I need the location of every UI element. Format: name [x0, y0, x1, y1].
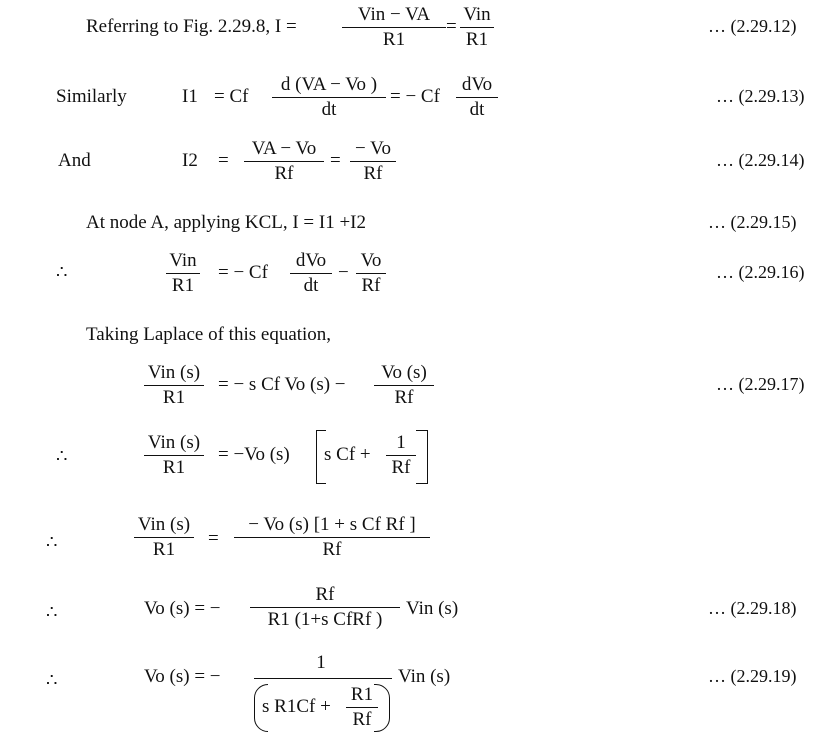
eqA-inner: s Cf + — [324, 444, 371, 465]
eq13-word: Similarly — [56, 86, 127, 107]
therefore-symbol: ∴ — [56, 262, 68, 282]
eqA-f1-numerator: Vin (s) — [147, 432, 201, 453]
eq14-f2-denominator: Rf — [363, 163, 383, 184]
eq12-f1-numerator: Vin − VA — [357, 4, 431, 25]
eq18-numerator: Rf — [315, 584, 335, 605]
eqB-f1-denominator: R1 — [152, 539, 176, 560]
eq12-f1-denominator: R1 — [382, 29, 406, 50]
eq17-mid: = − s Cf Vo (s) − — [218, 374, 346, 395]
fraction-bar — [350, 161, 396, 162]
eqA-mid: = −Vo (s) — [218, 444, 290, 465]
fraction-bar — [342, 27, 446, 28]
eq15-text: At node A, applying KCL, I = I1 +I2 — [86, 212, 367, 233]
eq12-fraction-1 — [342, 4, 446, 51]
eq13-f2-denominator: dt — [469, 99, 485, 120]
eq13-f1-numerator: d (VA − Vo ) — [280, 74, 378, 95]
eq19-inner-denominator: Rf — [352, 709, 372, 730]
eq19-rhs: Vin (s) — [398, 666, 451, 687]
eq14-equals-2: = — [330, 150, 341, 171]
eq14-lhs: I2 — [182, 150, 198, 171]
fraction-bar — [356, 273, 386, 274]
eq16-fraction-2 — [290, 250, 332, 297]
eq18-denominator: R1 (1+s CfRf ) — [267, 609, 383, 630]
eq12-equals: = — [446, 16, 457, 37]
therefore-symbol: ∴ — [56, 446, 68, 466]
eq18-number: … (2.29.18) — [708, 598, 797, 618]
fraction-bar — [272, 97, 386, 98]
eqB-f2-numerator: − Vo (s) [1 + s Cf Rf ] — [248, 514, 416, 535]
fraction-bar — [234, 537, 430, 538]
eqA-fraction-1 — [144, 432, 204, 479]
eq14-f2-numerator: − Vo — [355, 138, 391, 159]
eq17-fraction-2 — [374, 362, 434, 409]
fraction-bar — [250, 607, 400, 608]
eq14-fraction-2 — [350, 138, 396, 185]
eq15-number: … (2.29.15) — [708, 212, 797, 232]
eq17-f2-denominator: Rf — [394, 387, 414, 408]
eq18-lhs: Vo (s) = − — [144, 598, 221, 619]
eq12-number: … (2.29.12) — [708, 16, 797, 36]
eqA-f2-numerator: 1 — [396, 432, 406, 453]
fraction-bar — [144, 455, 204, 456]
eq14-word: And — [58, 150, 91, 171]
eq16-f3-denominator: Rf — [361, 275, 381, 296]
eq14-fraction-1 — [244, 138, 324, 185]
laplace-text: Taking Laplace of this equation, — [86, 324, 332, 345]
eq16-f1-denominator: R1 — [171, 275, 195, 296]
eq17-f1-numerator: Vin (s) — [147, 362, 201, 383]
eq19-lhs: Vo (s) = − — [144, 666, 221, 687]
eqB-f1-numerator: Vin (s) — [137, 514, 191, 535]
eq17-f2-numerator: Vo (s) — [381, 362, 427, 383]
eq17-f1-denominator: R1 — [162, 387, 186, 408]
fraction-bar — [456, 97, 498, 98]
eq16-fraction-3 — [356, 250, 386, 297]
eq12-f2-numerator: Vin — [463, 4, 491, 25]
eq12-lead: Referring to Fig. 2.29.8, I = — [86, 16, 297, 37]
eq16-fraction-1 — [166, 250, 200, 297]
fraction-bar — [134, 537, 194, 538]
eq13-f2-numerator: dVo — [461, 74, 493, 95]
eq16-f2-numerator: dVo — [295, 250, 327, 271]
fraction-bar — [460, 27, 494, 28]
eq16-number: … (2.29.16) — [716, 262, 805, 282]
eqB-f2-denominator: Rf — [322, 539, 342, 560]
fraction-bar — [374, 385, 434, 386]
eq14-f1-numerator: VA − Vo — [251, 138, 317, 159]
eqB-fraction-2 — [234, 514, 430, 561]
eqB-equals: = — [208, 528, 219, 549]
eq13-mid2: = − Cf — [390, 86, 440, 107]
eq16-minus: − — [338, 262, 349, 283]
eq18-fraction — [250, 584, 400, 631]
eq19-inner-numerator: R1 — [350, 684, 374, 705]
therefore-symbol: ∴ — [46, 670, 58, 690]
eq16-f3-numerator: Vo — [360, 250, 382, 271]
eqA-f1-denominator: R1 — [162, 457, 186, 478]
therefore-symbol: ∴ — [46, 602, 58, 622]
eq13-fraction-1 — [272, 74, 386, 121]
fraction-bar — [386, 455, 416, 456]
eq19-numerator: 1 — [316, 652, 326, 673]
eq17-fraction-1 — [144, 362, 204, 409]
eq19-inner-fraction — [346, 684, 378, 731]
eq14-equals: = — [218, 150, 229, 171]
eq17-number: … (2.29.17) — [716, 374, 805, 394]
eq16-mid: = − Cf — [218, 262, 268, 283]
eq19-number: … (2.29.19) — [708, 666, 797, 686]
eq13-number: … (2.29.13) — [716, 86, 805, 106]
eq13-fraction-2 — [456, 74, 498, 121]
eq12-fraction-2 — [460, 4, 494, 51]
eq18-rhs: Vin (s) — [406, 598, 459, 619]
fraction-bar — [290, 273, 332, 274]
fraction-bar — [166, 273, 200, 274]
eq14-f1-denominator: Rf — [274, 163, 294, 184]
fraction-bar — [254, 678, 392, 679]
fraction-bar — [244, 161, 324, 162]
eqA-f2-denominator: Rf — [391, 457, 411, 478]
therefore-symbol: ∴ — [46, 532, 58, 552]
eq19-inner: s R1Cf + — [262, 696, 331, 717]
fraction-bar — [144, 385, 204, 386]
eqB-fraction-1 — [134, 514, 194, 561]
eqA-fraction-2 — [386, 432, 416, 479]
eq12-f2-denominator: R1 — [465, 29, 489, 50]
eq13-mid: = Cf — [214, 86, 249, 107]
fraction-bar — [346, 707, 378, 708]
eq13-f1-denominator: dt — [321, 99, 337, 120]
eq14-number: … (2.29.14) — [716, 150, 805, 170]
eq16-f2-denominator: dt — [303, 275, 319, 296]
eq16-f1-numerator: Vin — [169, 250, 197, 271]
eq13-lhs: I1 — [182, 86, 198, 107]
